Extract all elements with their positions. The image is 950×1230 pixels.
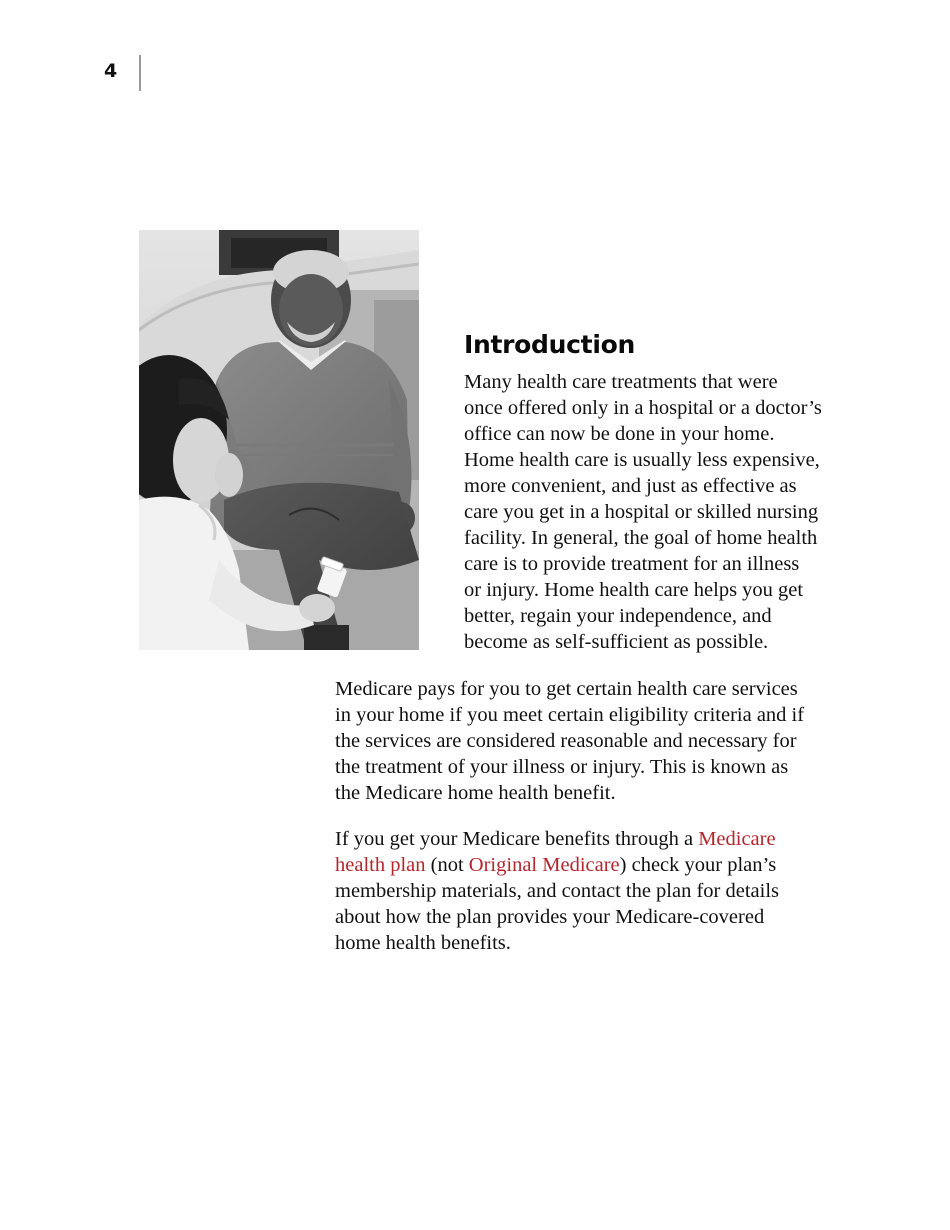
section-heading: Introduction xyxy=(464,330,635,359)
intro-line: or injury. Home health care helps you get xyxy=(464,579,804,601)
intro-line: better, regain your independence, and xyxy=(464,605,772,627)
plan-text: (not xyxy=(425,854,469,876)
plan-paragraph xyxy=(335,826,840,956)
intro-line: Many health care treatments that were xyxy=(464,371,778,393)
plan-text: If you get your Medicare benefits through a xyxy=(335,828,699,850)
intro-line: care you get in a hospital or skilled nursing xyxy=(464,501,819,523)
plan-text: ) check your plan’s xyxy=(619,854,777,876)
medicare-health-plan-link[interactable]: health plan xyxy=(335,854,426,876)
page-number-divider xyxy=(139,55,141,91)
original-medicare-link[interactable]: Original Medicare xyxy=(468,854,620,876)
plan-line: about how the plan provides your Medicare-covered xyxy=(335,906,765,928)
plan-line xyxy=(335,826,840,852)
intro-line: care is to provide treatment for an illness xyxy=(464,553,800,575)
medicare-health-plan-link[interactable]: Medicare xyxy=(698,828,776,850)
plan-line: home health benefits. xyxy=(335,932,511,954)
benefit-line: in your home if you meet certain eligibility criteria and if xyxy=(335,704,805,726)
page-number: 4 xyxy=(104,60,118,82)
intro-line: more convenient, and just as effective as xyxy=(464,475,797,497)
intro-line: become as self-sufficient as possible. xyxy=(464,631,769,653)
benefit-line: Medicare pays for you to get certain health care services xyxy=(335,678,798,700)
plan-line: membership materials, and contact the plan for details xyxy=(335,880,780,902)
intro-line: once offered only in a hospital or a doctor’s xyxy=(464,397,822,419)
benefit-paragraph xyxy=(335,676,840,806)
benefit-line: the services are considered reasonable and necessary for xyxy=(335,730,797,752)
intro-line: office can now be done in your home. xyxy=(464,423,775,445)
benefit-line: the Medicare home health benefit. xyxy=(335,782,616,804)
benefit-line: the treatment of your illness or injury. This is known as xyxy=(335,756,789,778)
intro-line: facility. In general, the goal of home health xyxy=(464,527,818,549)
intro-line: Home health care is usually less expensive, xyxy=(464,449,820,471)
plan-line xyxy=(335,852,840,878)
intro-paragraph xyxy=(464,369,849,655)
caregiver-photo xyxy=(139,230,419,650)
